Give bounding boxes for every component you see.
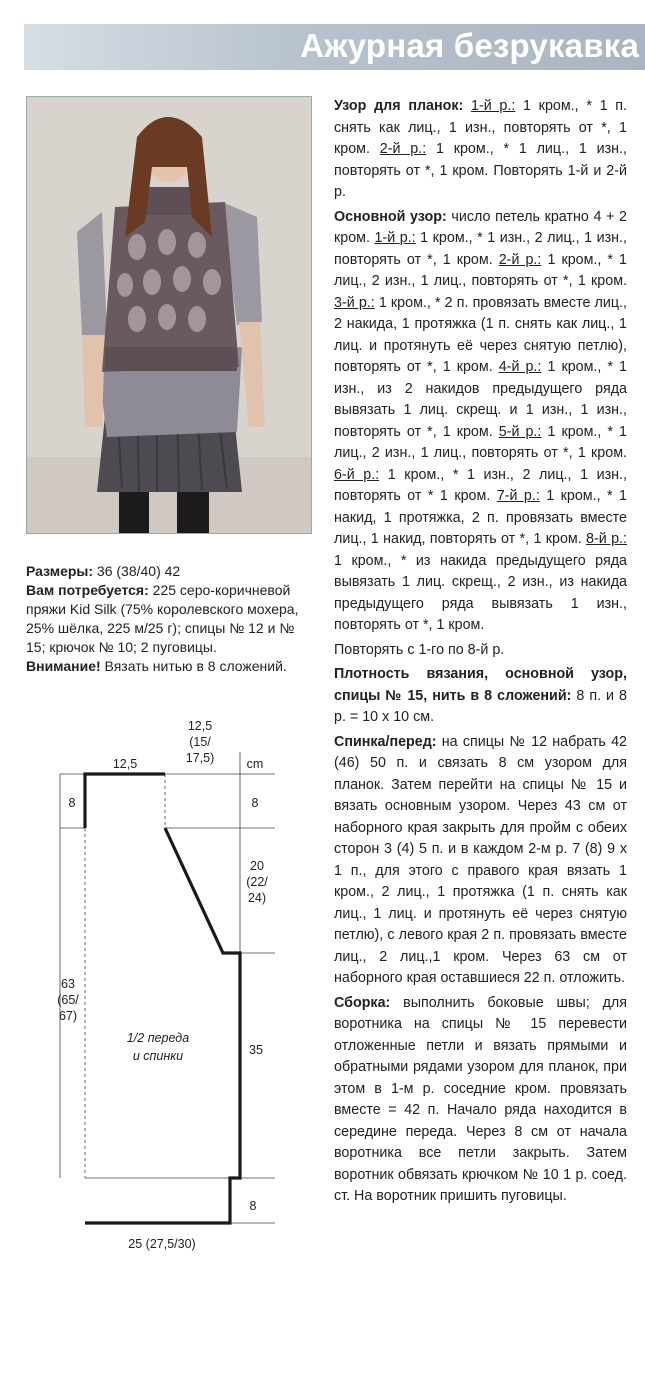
edging-pattern-label: Узор для планок: <box>334 98 464 114</box>
neck-width-label: 12,5 <box>187 719 213 733</box>
row-text: 1 кром., * 1 изн., из 2 накидов предыдущего ряда вывязать 1 лиц. скрещ. и 1 изн., 1 изн., повторять от *, 1 кром. <box>334 359 627 440</box>
sizes-value: 36 (38/40) 42 <box>93 563 181 579</box>
row-label: 2-й р.: <box>498 251 542 268</box>
row-text: 1 кром., * 1 накид, 1 протяжка, 2 п. провязать вместе лиц., 1 накид, повторять от *, 1 кром. <box>334 488 627 547</box>
sizes-line <box>26 562 316 581</box>
piece-outline <box>85 774 240 1223</box>
attention-value: Вязать нитью в 8 сложений. <box>100 658 287 674</box>
main-pattern-paragraph <box>334 207 627 637</box>
model-photo <box>26 96 312 534</box>
assembly-label: Сборка: <box>334 994 391 1011</box>
repeat-rows-paragraph: Повторять с 1-го по 8-й р. <box>334 641 505 658</box>
sizes-label: Размеры: <box>26 563 94 579</box>
row-label: 1-й р.: <box>471 98 516 114</box>
bottom-width-label: 25 (27,5/30) <box>128 1237 196 1251</box>
band-height-label: 8 <box>249 1199 257 1213</box>
assembly-paragraph <box>334 993 627 1208</box>
back-front-paragraph <box>334 732 627 990</box>
armhole-label: 24) <box>247 891 267 905</box>
row-label: 2-й р.: <box>379 141 427 157</box>
pattern-diagram <box>50 718 300 1278</box>
materials-label: Вам потребуется: <box>26 582 149 598</box>
center-label: и спинки <box>132 1049 184 1063</box>
attention-label: Внимание! <box>26 658 101 674</box>
materials-line <box>26 581 316 657</box>
row-text: 1 кром., * 1 лиц., 2 изн., 1 лиц., повторять от *, 1 кром. <box>334 251 627 289</box>
row-label: 7-й р.: <box>496 488 540 504</box>
row-label: 4-й р.: <box>498 359 542 375</box>
center-label: 1/2 переда <box>126 1031 190 1045</box>
edging-pattern-paragraph <box>334 96 627 204</box>
total-height-label: (65/ <box>57 993 79 1007</box>
row-text: 1 кром., * из накида предыдущего ряда вывязать 1 лиц. скрещ., 2 изн., из накида предыдущего ряда вывязать 1 изн., повторять от *, 1 кром. <box>334 552 627 633</box>
row-label: 8-й р.: <box>586 531 627 547</box>
row-label: 5-й р.: <box>498 423 542 440</box>
back-front-value: на спицы № 12 набрать 42 (46) 50 п. и связать 8 см узором для планок. Затем перейти на спицы № 15 и вязать основным узором. Через 43 см от наборного края закрыть для пройм с обеих сторон 3 (4) 5 п. и в каждом 2-м р. 7 (8) 9 x 1 п., для этого с правого края вязать 1 кром., 2 лиц., 1 протяжка (1 п. снять как лиц., 1 лиц. и протянуть её через снятую петлю), с левого края 2 п. провязать вместе лиц., 2 лиц.,1 кром. Через 63 см от наборного края оставшиеся 22 п. отложить. <box>334 733 627 986</box>
collar-height-right-label: 8 <box>251 796 259 810</box>
row-label: 3-й р.: <box>334 294 375 311</box>
back-front-label: Спинка/перед: <box>334 733 437 750</box>
unit-label: cm <box>246 757 264 771</box>
side-height-label: 35 <box>249 1043 263 1057</box>
row-text: 1 кром., * 1 изн., 2 лиц., 1 изн., повторять от * 1 кром. <box>334 466 627 504</box>
armhole-label: (22/ <box>246 875 268 889</box>
dashed-guides <box>85 774 165 1178</box>
total-height-label: 63 <box>61 977 75 991</box>
row-label: 6-й р.: <box>334 466 380 483</box>
neck-width-label: (15/ <box>189 735 211 749</box>
main-pattern-label: Основной узор: <box>334 208 447 225</box>
armhole-label: 20 <box>250 859 264 873</box>
row-text: 1 кром., * 1 изн., 2 лиц., 1 изн., повторять от *, 1 кром. <box>334 230 627 268</box>
total-height-label: 67) <box>58 1009 78 1023</box>
left-text-block <box>26 562 316 676</box>
top-width-label: 12,5 <box>112 757 138 771</box>
gauge-label: Плотность вязания, основной узор, спицы № 15, нить в 8 сложений: <box>334 666 627 704</box>
neck-width-label: 17,5) <box>185 751 215 765</box>
materials-value: 225 серо-коричневой пряжи Kid Silk (75% королевского мохера, 25% шёлка, 225 м/25 г); спицы № 12 и № 15; крючок № 10; 2 пуговицы. <box>26 582 299 655</box>
title-bar <box>24 24 645 70</box>
row-text: 1 кром., * 1 лиц., 1 изн., повторять от *, 1 кром. Повторять 1-й и 2-й р. <box>334 141 627 200</box>
row-text: 1 кром., * 1 п. снять как лиц., 1 изн., повторять от *, 1 кром. <box>334 98 627 157</box>
instructions-column <box>334 96 627 1211</box>
collar-height-left-label: 8 <box>68 796 76 810</box>
pattern-diagram-svg <box>50 718 300 1278</box>
row-text: число петель кратно 4 + 2 кром. <box>334 208 627 246</box>
attention-line <box>26 657 316 676</box>
gauge-paragraph <box>334 664 627 729</box>
page-title: Ажурная безрукавка <box>300 27 639 64</box>
measure-lines <box>60 752 275 1223</box>
row-label: 1-й р.: <box>374 230 416 246</box>
model-photo-illustration <box>27 97 311 533</box>
assembly-value: выполнить боковые швы; для воротника на спицы № 15 перевести отложенные петли и вязать прямыми и обратными рядами узором для планок, при этом в 1-м р. соседние кром. провязать вместе = 42 п. Начало ряда находится в середине переда. Через 8 см от начала воротника все петли закрыть. Затем воротник обвязать крючком № 10 1 р. соед. ст. На воротник пришить пуговицы. <box>334 994 627 1204</box>
row-text: 1 кром., * 1 лиц., 2 изн., 1 лиц., повторять от *, 1 кром. <box>334 423 627 461</box>
gauge-value: 8 п. и 8 р. = 10 х 10 см. <box>334 687 627 725</box>
row-text: 1 кром., * 2 п. провязать вместе лиц., 2 накида, 1 протяжка (1 п. снять как лиц., 1 лиц. и протянуть её через снятую петлю), повторять от *, 1 кром. <box>334 294 627 375</box>
